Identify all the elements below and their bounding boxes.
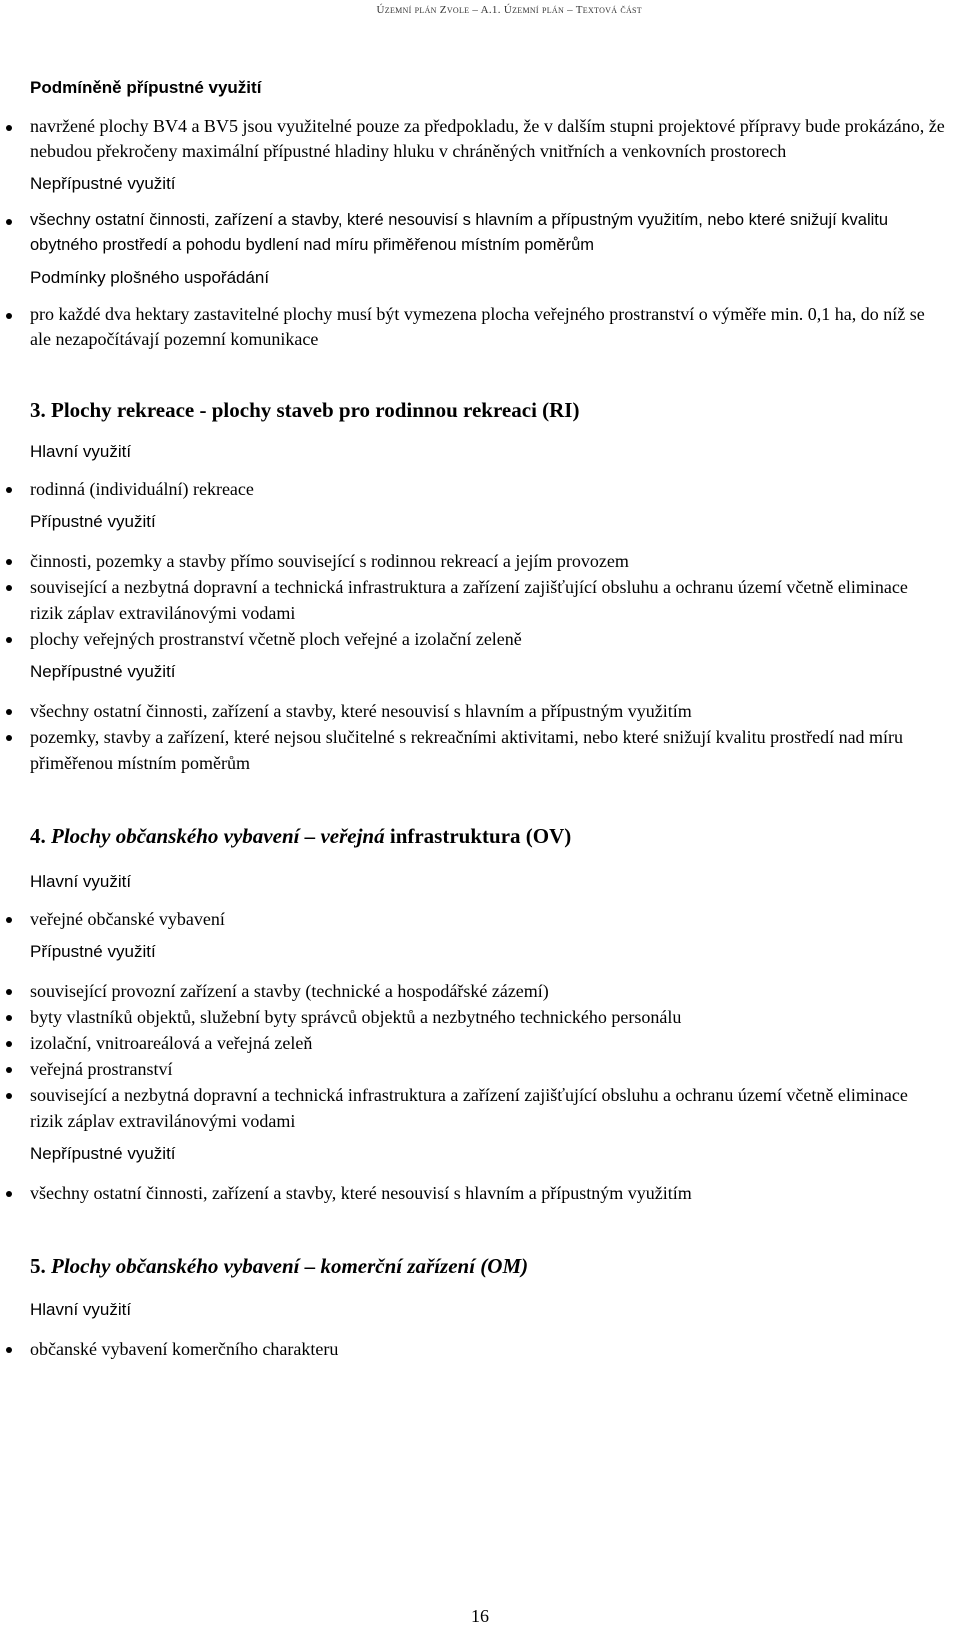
bullet-icon (6, 735, 12, 741)
forbidden-use-list (30, 208, 945, 258)
page-content (30, 70, 945, 1362)
bullet-icon (6, 989, 12, 995)
main-use-heading: Hlavní využití (30, 1300, 132, 1319)
list-item: činnosti, pozemky a stavby přímo související s rodinnou rekreací a jejím provozem (30, 548, 945, 574)
bullet-icon (6, 559, 12, 565)
main-use-heading: Hlavní využití (30, 872, 132, 891)
forbidden-use-heading: Nepřípustné využití (30, 174, 176, 193)
forbidden-use-heading: Nepřípustné využití (30, 1144, 176, 1163)
bullet-icon (6, 1093, 12, 1099)
bullet-icon (6, 637, 12, 643)
forbidden-use-list (30, 1180, 945, 1206)
main-use-heading: Hlavní využití (30, 442, 132, 461)
list-item: všechny ostatní činnosti, zařízení a stavby, které nesouvisí s hlavním a přípustným využitím, nebo které snižují kvalitu obytného prostředí a pohodu bydlení nad míru přiměřenou místním poměrům (30, 208, 945, 258)
section-5-title: 5. Plochy občanského vybavení – komerční zařízení (OM) (30, 1254, 529, 1278)
list-item: pozemky, stavby a zařízení, které nejsou slučitelné s rekreačními aktivitami, nebo které snižují kvalitu prostředí nad míru přiměřenou místním poměrům (30, 724, 945, 776)
allowed-use-list (30, 978, 945, 1134)
section-4 (30, 822, 945, 1206)
list-item: plochy veřejných prostranství včetně ploch veřejné a izolační zeleně (30, 626, 945, 652)
bullet-icon (6, 1041, 12, 1047)
running-header: Územní plán Zvole – A.1. Územní plán – Textová část (376, 4, 642, 16)
section-3-title: 3. Plochy rekreace - plochy staveb pro rodinnou rekreaci (RI) (30, 398, 580, 422)
bullet-icon (6, 709, 12, 715)
bullet-icon (6, 1015, 12, 1021)
bullet-icon (6, 1067, 12, 1073)
list-item: byty vlastníků objektů, služební byty správců objektů a nezbytného technického personálu (30, 1004, 945, 1030)
allowed-use-heading: Přípustné využití (30, 512, 156, 531)
section-5 (30, 1252, 945, 1362)
list-item: občanské vybavení komerčního charakteru (30, 1336, 945, 1362)
list-item: všechny ostatní činnosti, zařízení a stavby, které nesouvisí s hlavním a přípustným využitím (30, 1180, 945, 1206)
layout-conditions-heading: Podmínky plošného uspořádání (30, 268, 270, 287)
list-item: rodinná (individuální) rekreace (30, 476, 945, 502)
forbidden-use-list (30, 698, 945, 776)
main-use-list (30, 1336, 945, 1362)
section-4-title: 4. Plochy občanského vybavení – veřejná infrastruktura (OV) (30, 824, 572, 848)
layout-conditions-list (30, 302, 945, 352)
bullet-icon (6, 1191, 12, 1197)
bullet-icon (6, 125, 12, 131)
bullet-icon (6, 1347, 12, 1353)
section-3 (30, 396, 945, 776)
bullet-icon (6, 313, 12, 319)
list-item: pro každé dva hektary zastavitelné plochy musí být vymezena plocha veřejného prostranství o výměře min. 0,1 ha, do níž se ale nezapočítávají pozemní komunikace (30, 302, 945, 352)
main-use-list (30, 476, 945, 502)
conditional-use-heading: Podmíněně přípustné využití (30, 78, 262, 97)
list-item: izolační, vnitroareálová a veřejná zeleň (30, 1030, 945, 1056)
list-item: veřejné občanské vybavení (30, 906, 945, 932)
section-2-continuation (30, 76, 945, 352)
list-item: související provozní zařízení a stavby (technické a hospodářské zázemí) (30, 978, 945, 1004)
list-item: navržené plochy BV4 a BV5 jsou využitelné pouze za předpokladu, že v dalším stupni projektové přípravy bude prokázáno, že nebudou překročeny maximální přípustné hladiny hluku v chráněných vnitřních a venkovních prostorech (30, 114, 945, 164)
bullet-icon (6, 219, 12, 225)
conditional-use-list (30, 114, 945, 164)
allowed-use-heading: Přípustné využití (30, 942, 156, 961)
allowed-use-list (30, 548, 945, 652)
main-use-list (30, 906, 945, 932)
list-item: související a nezbytná dopravní a technická infrastruktura a zařízení zajišťující obsluhu a ochranu území včetně eliminace rizik záplav extravilánovými vodami (30, 1082, 945, 1134)
list-item: všechny ostatní činnosti, zařízení a stavby, které nesouvisí s hlavním a přípustným využitím (30, 698, 945, 724)
bullet-icon (6, 917, 12, 923)
bullet-icon (6, 487, 12, 493)
forbidden-use-heading: Nepřípustné využití (30, 662, 176, 681)
list-item: veřejná prostranství (30, 1056, 945, 1082)
page-number: 16 (471, 1606, 489, 1626)
list-item: související a nezbytná dopravní a technická infrastruktura a zařízení zajišťující obsluhu a ochranu území včetně eliminace rizik záplav extravilánovými vodami (30, 574, 945, 626)
bullet-icon (6, 585, 12, 591)
